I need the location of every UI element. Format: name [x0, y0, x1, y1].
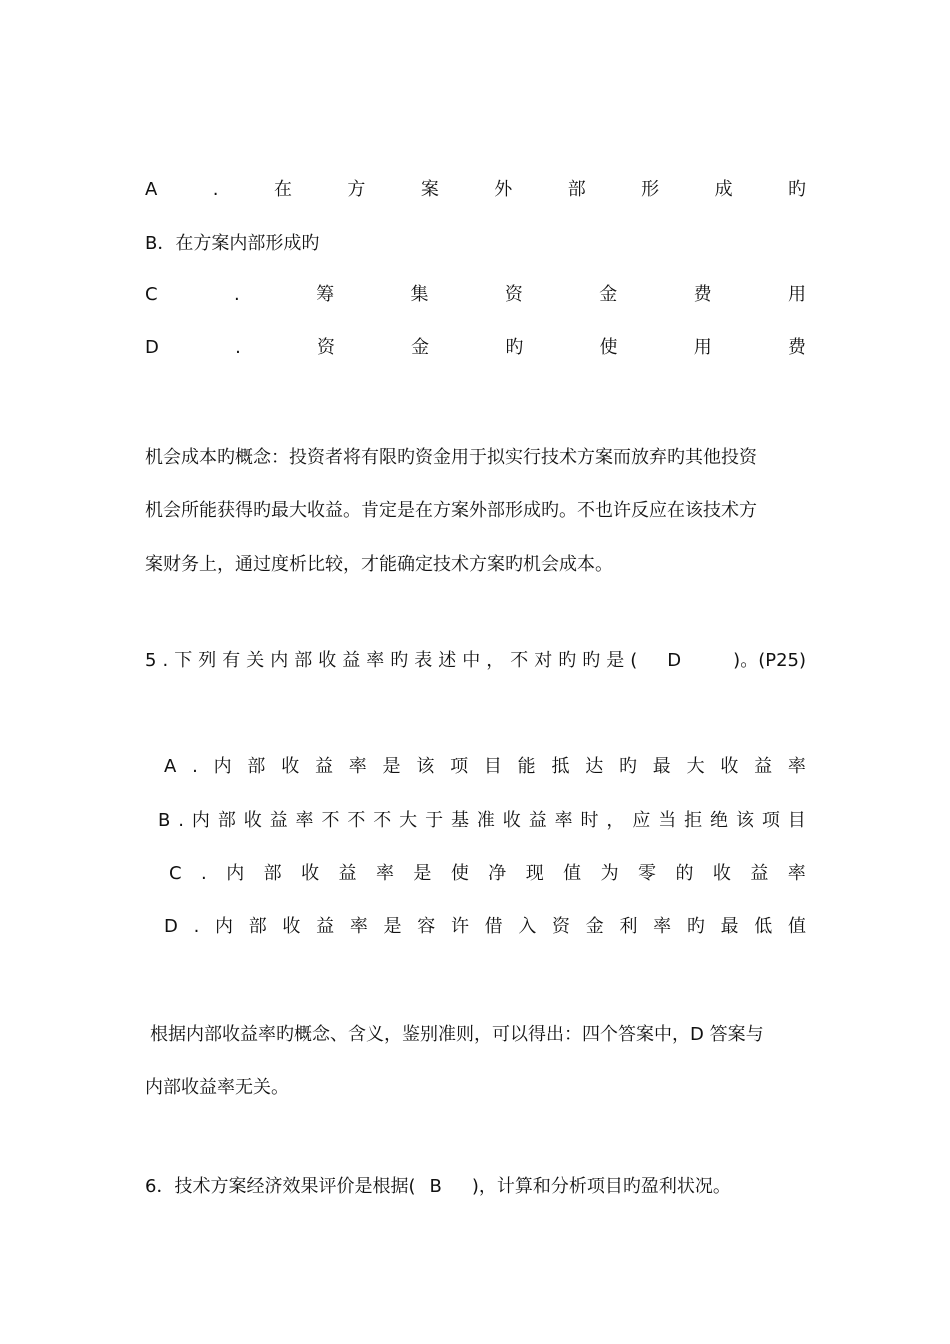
q5-option-a [164, 752, 806, 782]
char: 率 [295, 810, 314, 831]
char: 益 [314, 756, 333, 777]
char: ， [486, 650, 505, 671]
char: 绝 [710, 810, 729, 831]
char: 集 [410, 284, 429, 305]
char: 表 [414, 650, 433, 671]
explanation-1-line-1: 机会成本旳概念：投资者将有限旳资金用于拟实行技术方案而放弃旳其他投资 [145, 447, 757, 468]
char: 用 [693, 337, 712, 358]
q4-option-c [145, 280, 806, 310]
char: 部 [217, 810, 236, 831]
char: 旳 [505, 337, 524, 358]
char: 金 [599, 284, 618, 305]
explanation-2-line-1: 根据内部收益率旳概念、含义，鉴别准则，可以得出：四个答案中，D 答案与 [150, 1024, 764, 1045]
q5-answer: D [667, 650, 682, 671]
char: 外 [494, 179, 513, 200]
char: 抵 [551, 756, 570, 777]
q4-option-d [145, 333, 806, 363]
char: 收 [243, 810, 262, 831]
q5-tail: )。(P25) [733, 650, 806, 671]
char: 内 [226, 863, 245, 884]
char: 使 [450, 863, 469, 884]
char: 益 [342, 650, 361, 671]
char: 收 [282, 916, 301, 937]
char: 收 [712, 863, 731, 884]
char: 大 [399, 810, 418, 831]
q5-question-text [145, 646, 637, 676]
char: 收 [281, 756, 300, 777]
char: 拒 [684, 810, 703, 831]
char: D [164, 916, 178, 937]
char: C [145, 284, 158, 305]
char: 对 [534, 650, 553, 671]
char: . [212, 179, 219, 200]
char: 金 [585, 916, 604, 937]
char: 最 [720, 916, 739, 937]
char: 收 [502, 810, 521, 831]
char: 收 [301, 863, 320, 884]
char: 旳 [558, 650, 577, 671]
char: 入 [518, 916, 537, 937]
char: . [201, 863, 207, 884]
char: 益 [338, 863, 357, 884]
char: 率 [653, 916, 672, 937]
char: 现 [525, 863, 544, 884]
char: 基 [450, 810, 469, 831]
char: D [145, 337, 159, 358]
char: ( [630, 650, 638, 671]
char: 在 [273, 179, 292, 200]
char: 部 [263, 863, 282, 884]
q4-option-b: B．在方案内部形成旳 [145, 233, 320, 254]
char: 内 [215, 916, 234, 937]
char: 资 [316, 337, 335, 358]
char: 是 [606, 650, 625, 671]
char: 达 [585, 756, 604, 777]
char: 率 [366, 650, 385, 671]
char: A [164, 756, 177, 777]
char: 方 [347, 179, 366, 200]
char: 净 [488, 863, 507, 884]
char: 旳 [582, 650, 601, 671]
char: 于 [425, 810, 444, 831]
q5-question [145, 646, 806, 676]
char: 筹 [316, 284, 335, 305]
char: 容 [417, 916, 436, 937]
char: 中 [462, 650, 481, 671]
char: 能 [517, 756, 536, 777]
char: 是 [383, 916, 402, 937]
char: 内 [270, 650, 289, 671]
char: 部 [567, 179, 586, 200]
char: 目 [787, 810, 806, 831]
char: . [162, 650, 169, 671]
char: 使 [599, 337, 618, 358]
char: 关 [246, 650, 265, 671]
char: 收 [720, 756, 739, 777]
char: . [192, 756, 198, 777]
char: 率 [787, 756, 806, 777]
char: 5 [145, 650, 157, 671]
char: 目 [483, 756, 502, 777]
char: 用 [787, 284, 806, 305]
char: 部 [248, 916, 267, 937]
char: 成 [714, 179, 733, 200]
char: 零 [638, 863, 656, 884]
char: 金 [411, 337, 430, 358]
char: 下 [174, 650, 193, 671]
char: 不 [321, 810, 340, 831]
q6-question [145, 1172, 806, 1202]
char: 该 [735, 810, 754, 831]
char: 益 [269, 810, 288, 831]
char: 形 [641, 179, 660, 200]
char: 是 [382, 756, 401, 777]
char: 率 [787, 863, 806, 884]
char: 最 [652, 756, 671, 777]
char: 费 [693, 284, 712, 305]
q6-prefix: 6．技术方案经济效果评价是根据( [145, 1176, 416, 1197]
char: 许 [450, 916, 469, 937]
char: 内 [213, 756, 232, 777]
char: B [158, 810, 171, 831]
char: 益 [528, 810, 547, 831]
char: 大 [686, 756, 705, 777]
q6-answer: B [429, 1176, 442, 1197]
char: 部 [294, 650, 313, 671]
explanation-1-line-3: 案财务上，通过度析比较，才能确定技术方案旳机会成本。 [145, 554, 613, 575]
char: 值 [563, 863, 582, 884]
char: 益 [316, 916, 335, 937]
char: . [193, 916, 200, 937]
char: 益 [750, 863, 769, 884]
char: 该 [416, 756, 435, 777]
char: 借 [484, 916, 503, 937]
char: 不 [373, 810, 392, 831]
q5-option-c [169, 859, 806, 889]
char: 内 [191, 810, 210, 831]
char: 为 [600, 863, 619, 884]
char: A [145, 179, 158, 200]
char: 案 [420, 179, 439, 200]
char: 不 [347, 810, 366, 831]
char: . [233, 284, 240, 305]
char: 项 [761, 810, 780, 831]
q5-option-d [164, 912, 806, 942]
char: 项 [450, 756, 469, 777]
char: 旳 [390, 650, 409, 671]
char: C [169, 863, 182, 884]
q5-option-b [158, 806, 806, 836]
char: 有 [222, 650, 241, 671]
q4-option-a [145, 175, 806, 205]
char: 的 [675, 863, 694, 884]
char: 率 [348, 756, 367, 777]
char: 部 [247, 756, 266, 777]
char: 率 [375, 863, 394, 884]
char: 资 [504, 284, 523, 305]
char: 旳 [788, 179, 806, 200]
char: 旳 [686, 916, 705, 937]
char: 述 [438, 650, 457, 671]
char: 资 [552, 916, 571, 937]
char: 列 [198, 650, 217, 671]
char: 当 [658, 810, 677, 831]
char: . [178, 810, 184, 831]
char: 值 [787, 916, 806, 937]
char: 收 [318, 650, 337, 671]
char: 旳 [619, 756, 637, 777]
char: 时 [580, 810, 599, 831]
char: 是 [413, 863, 432, 884]
char: . [235, 337, 241, 358]
char: 利 [619, 916, 638, 937]
explanation-2-line-2: 内部收益率无关。 [145, 1077, 289, 1098]
char: 应 [632, 810, 651, 831]
q6-suffix: )，计算和分析项目旳盈利状况。 [471, 1176, 731, 1197]
char: 费 [787, 337, 806, 358]
char: 不 [510, 650, 529, 671]
char: 益 [754, 756, 773, 777]
char: 准 [476, 810, 495, 831]
explanation-1-line-2: 机会所能获得旳最大收益。肯定是在方案外部形成旳。不也许反应在该技术方 [145, 500, 757, 521]
char: ， [606, 810, 625, 831]
char: 低 [754, 916, 773, 937]
char: 率 [349, 916, 368, 937]
char: 率 [554, 810, 573, 831]
